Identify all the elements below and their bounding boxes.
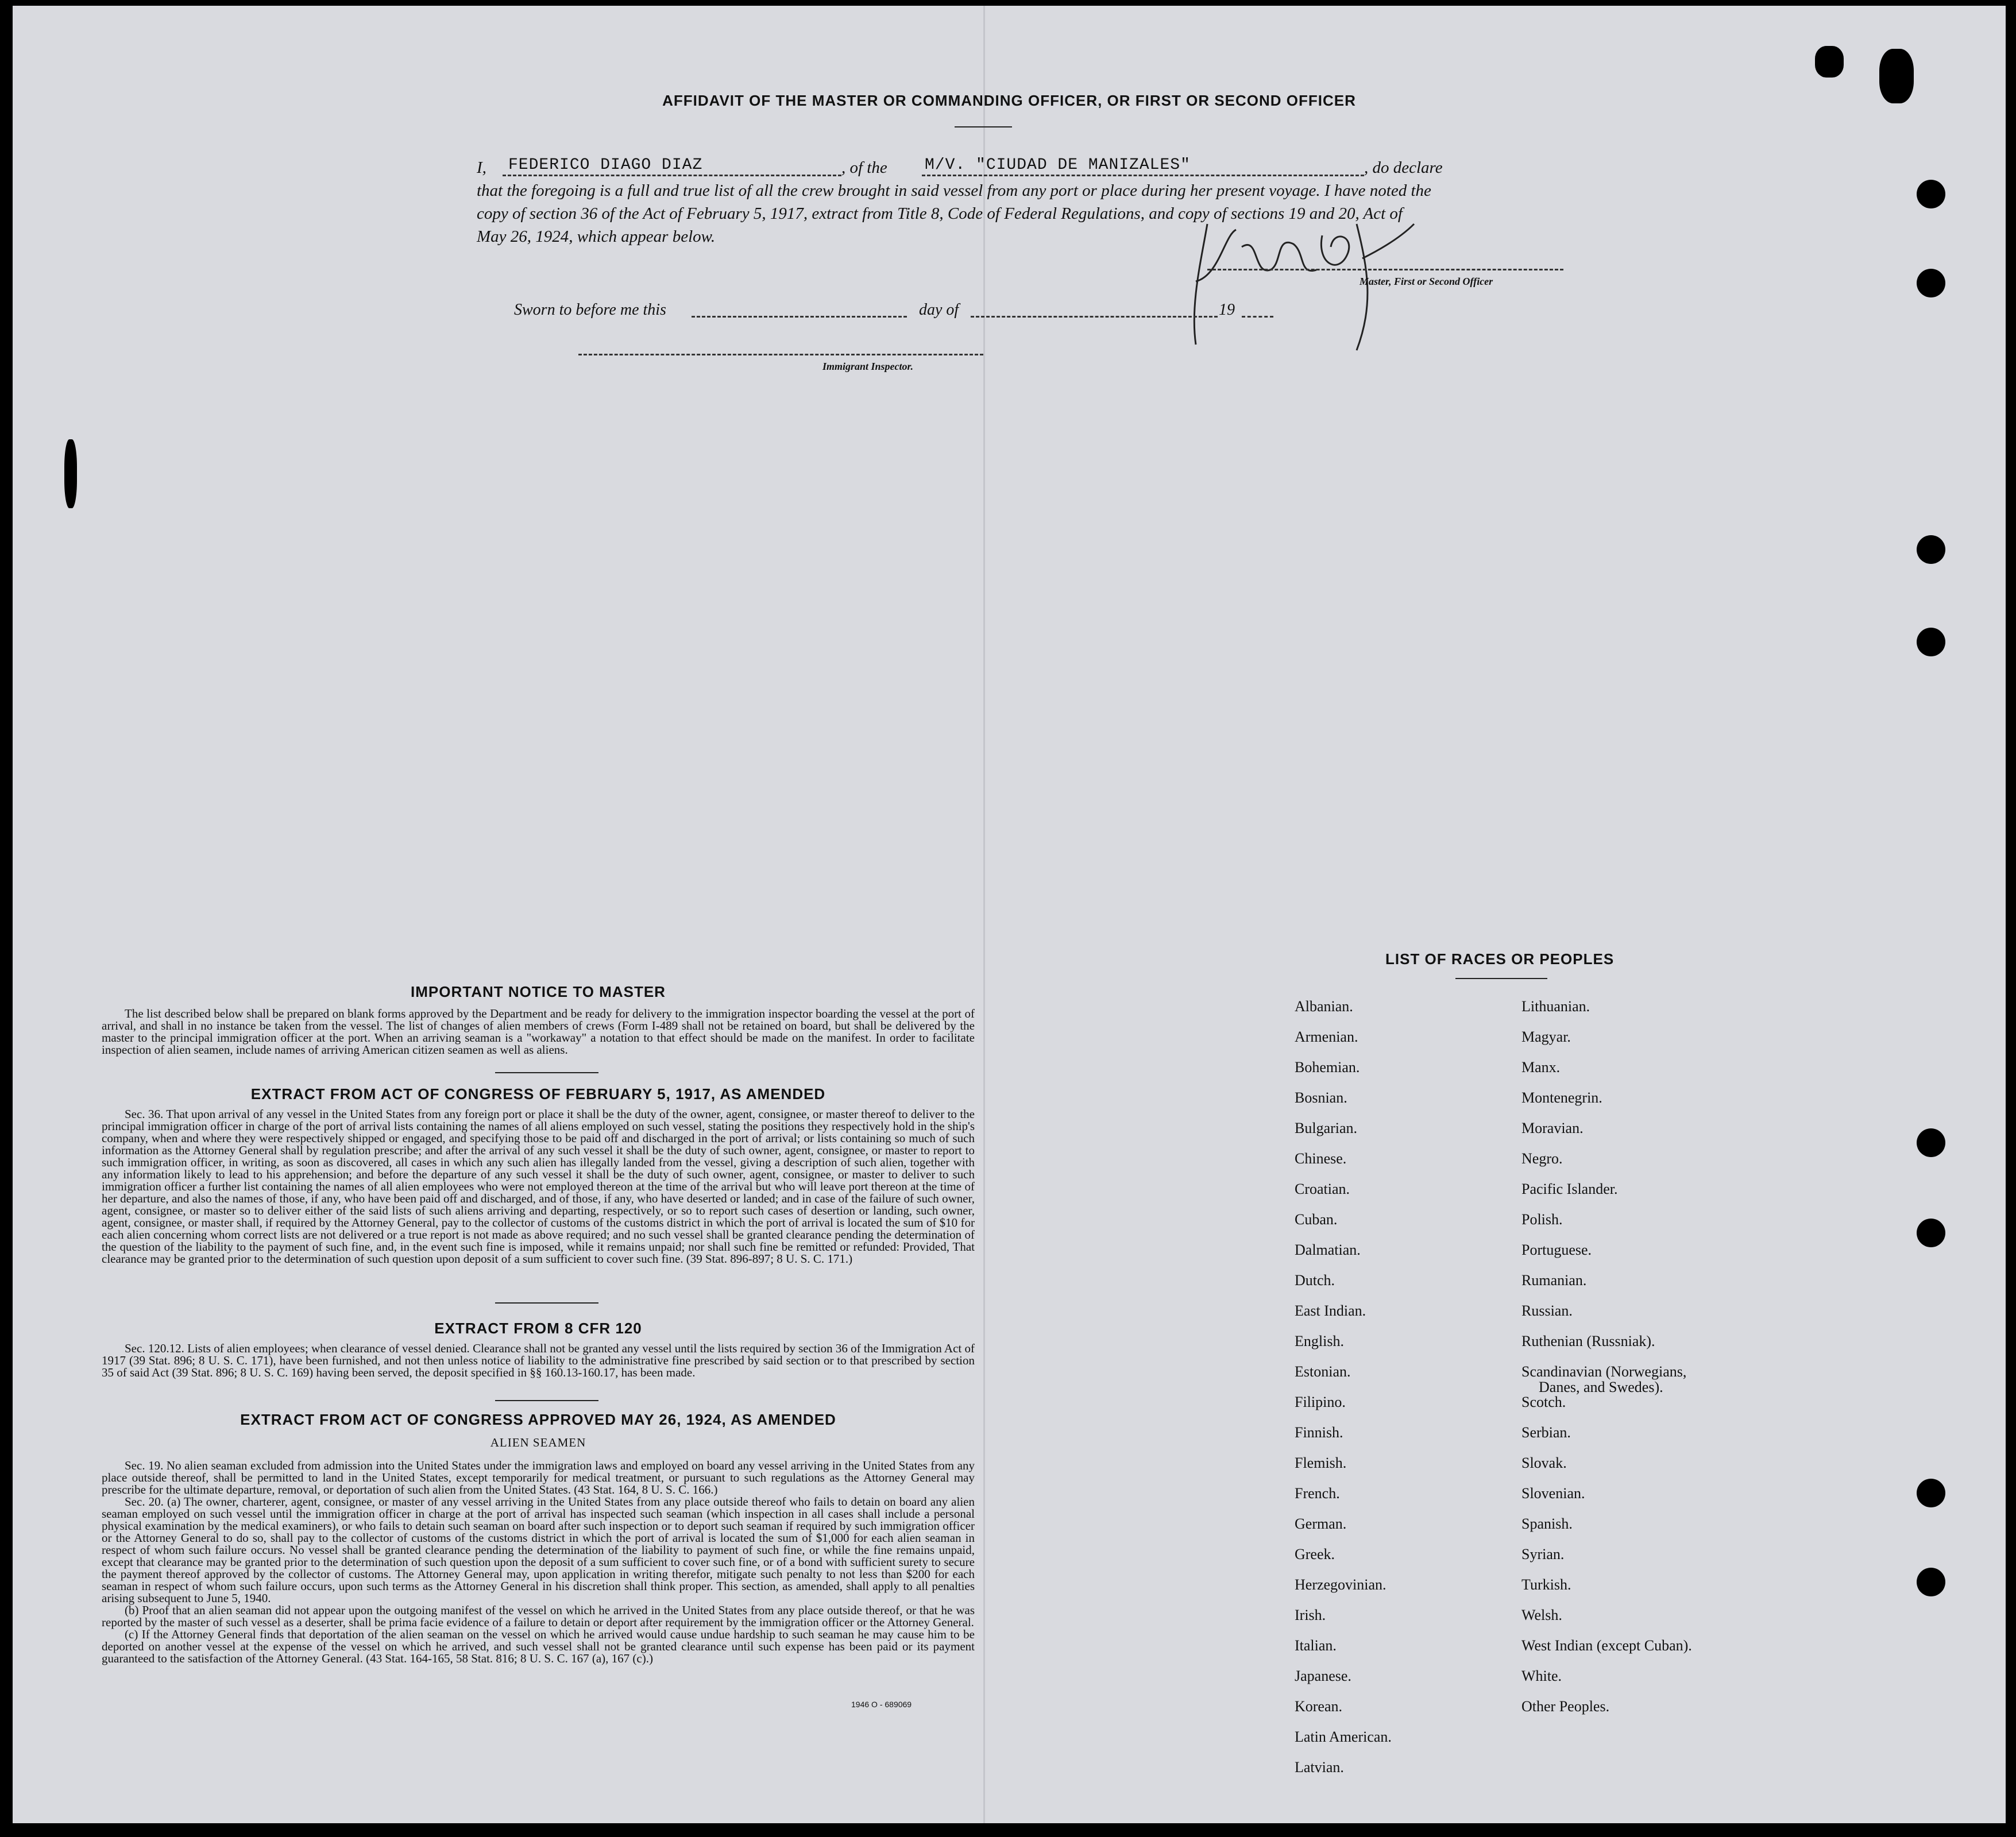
inspector-caption: Immigrant Inspector. [822, 361, 914, 372]
day-of-text: day of [919, 301, 959, 319]
divider [495, 1302, 598, 1304]
race-item: Italian. [1295, 1637, 1337, 1654]
race-item: Dutch. [1295, 1272, 1335, 1289]
race-item: Albanian. [1295, 998, 1353, 1015]
race-item: Danes, and Swedes). [1539, 1379, 1663, 1395]
year-prefix: 19 [1219, 301, 1235, 319]
race-item: Scandinavian (Norwegians, [1521, 1363, 1687, 1380]
notice-text: The list described below shall be prepared on blank forms approved by the Department and be ready for delivery to the immigration inspector boarding the vessel at the port of arrival, and shall in no instance be taken from the vessel. The list of changes of alien members of crews (Form I-489 shall not be retained on board, but shall be delivered by the master to the principal immigration officer at the port. When an arriving seaman is a "workaway" a notation to that effect should be made on the manifest. In order to facilitate inspection of alien seamen, include names of arriving American citizen seamen as well as aliens. [102, 1007, 975, 1057]
affidavit-line-3: copy of section 36 of the Act of February 5, 1917, extract from Title 8, Code of Federal Regulations, and copy of sections 19 and 20, Act of [477, 204, 1403, 223]
race-item: Ruthenian (Russniak). [1521, 1333, 1655, 1349]
sec-19-text: Sec. 19. No alien seaman excluded from admission into the United States under the immigration laws and employed on board any vessel arriving in the United States from any place outside thereof, shall be permitted to land in the United States, except temporarily for medical treatment, or pursuant to such regulations as the Attorney General may prescribe for the ultimate departure, removal, or deportation of such alien from the United States. (43 Stat. 164, 8 U. S. C. 166.) [102, 1459, 975, 1496]
race-item: Turkish. [1521, 1576, 1571, 1593]
race-item: Bulgarian. [1295, 1120, 1358, 1136]
race-item: Herzegovinian. [1295, 1576, 1387, 1593]
race-item: East Indian. [1295, 1302, 1366, 1319]
affidavit-line-1 [477, 156, 1568, 179]
ink-spot [1815, 46, 1844, 78]
race-item: Scotch. [1521, 1394, 1566, 1410]
do-declare-text: , do declare [1364, 158, 1443, 177]
race-item: Manx. [1521, 1059, 1561, 1076]
sworn-text: Sworn to before me this [514, 301, 666, 319]
sworn-year-field [1242, 316, 1273, 318]
race-item: Cuban. [1295, 1211, 1338, 1228]
punch-hole [1917, 535, 1945, 564]
divider [955, 126, 1012, 127]
affidavit-heading: AFFIDAVIT OF THE MASTER OR COMMANDING OFFICER, OR FIRST OR SECOND OFFICER [662, 92, 1356, 109]
extract-1917-text: Sec. 36. That upon arrival of any vessel in the United States from any foreign port or place it shall be the duty of the owner, agent, consignee, or master thereof to deliver to the principal immigration officer in charge of the port of arrival lists containing the names of all aliens employed on such vessel, stating the positions they respectively hold in the ship's company, when and where they were respectively shipped or engaged, and specifying those to be paid off and discharged in the port of arrival; or lists containing so much of such information as the Attorney General shall by regulation prescribe; and after the arrival of any such vessel it shall be the duty of such owner, agent, consignee, or master to report to such immigration officer, in writing, as soon as discovered, all cases in which any such alien has illegally landed from the vessel, giving a description of such alien, together with any information likely to lead to his apprehension; and before the departure of any such vessel it shall be the duty of such owner, agent, consignee, or master to deliver to such immigration officer a further list containing the names of all alien employees who were not employed thereon at the time of the arrival but who will leave port thereon at the time of her departure, and also the names of those, if any, who have been paid off and discharged, and of those, if any, who have deserted or landed; and in case of the failure of such owner, agent, consignee, or master so to deliver either of the said lists of such aliens arriving and departing, respectively, or so to report such cases of desertion or landing, such owner, agent, consignee, or master shall, if required by the Attorney General, pay to the collector of customs of the customs district in which the port of arrival is located the sum of $10 for each alien concerning whom correct lists are not delivered or a true report is not made as above required; and no such vessel shall be granted clearance pending the determination of the question of the liability to the payment of such fine, and, in the event such fine is imposed, while it remains unpaid; nor shall such fine be remitted or refunded: Provided, That clearance may be granted prior to the determination of such question upon deposit of a sum sufficient to cover such fine. (39 Stat. 896-897; 8 U. S. C. 171.) [102, 1107, 975, 1266]
race-item: Pacific Islander. [1521, 1181, 1618, 1197]
sec-20b-text: (b) Proof that an alien seaman did not appear upon the outgoing manifest of the vessel on which he arrived in the United States from any place outside thereof, or that he was reported by the master of such vessel as a deserter, shall be prima facie evidence of a failure to detain or deport after requirement by the immigration officer or the Attorney General. [102, 1603, 975, 1629]
race-item: Croatian. [1295, 1181, 1350, 1197]
race-item: Other Peoples. [1521, 1698, 1610, 1715]
race-item: Slovak. [1521, 1455, 1567, 1471]
race-item: Estonian. [1295, 1363, 1351, 1380]
race-item: Portuguese. [1521, 1242, 1592, 1258]
race-item: Bosnian. [1295, 1089, 1347, 1106]
affidavit-line-2: that the foregoing is a full and true list of all the crew brought in said vessel from any port or place during her present voyage. I have noted the [477, 181, 1431, 200]
affidavit-i: I, [477, 158, 486, 177]
race-item: White. [1521, 1668, 1562, 1684]
race-item: English. [1295, 1333, 1344, 1349]
race-item: Magyar. [1521, 1028, 1571, 1045]
race-item: Negro. [1521, 1150, 1563, 1167]
sworn-month-field [971, 316, 1218, 318]
race-item: Welsh. [1521, 1607, 1562, 1623]
race-item: Finnish. [1295, 1424, 1343, 1441]
race-item: Japanese. [1295, 1668, 1351, 1684]
notice-title: IMPORTANT NOTICE TO MASTER [411, 983, 666, 1000]
master-name: FEDERICO DIAGO DIAZ [508, 156, 703, 174]
race-item: Chinese. [1295, 1150, 1347, 1167]
race-item: Filipino. [1295, 1394, 1346, 1410]
race-item: Lithuanian. [1521, 998, 1590, 1015]
race-item: Dalmatian. [1295, 1242, 1361, 1258]
punch-hole [1917, 1219, 1945, 1247]
divider [495, 1072, 598, 1073]
cfr-text: Sec. 120.12. Lists of alien employees; when clearance of vessel denied. Clearance shall not be granted any vessel until the lists required by section 36 of the Immigration Act of 1917 (39 Stat. 896; 8 U. S. C. 171), have been furnished, and not then unless notice of liability to the administrative fine prescribed by said section or to that prescribed by section 35 of said Act (39 Stat. 896; 8 U. S. C. 169) having been served, the deposit specified in §§ 160.13-160.17, has been made. [102, 1341, 975, 1379]
race-item: German. [1295, 1515, 1347, 1532]
extract-1924-title: EXTRACT FROM ACT OF CONGRESS APPROVED MAY 26, 1924, AS AMENDED [240, 1411, 836, 1428]
affidavit-line-4: May 26, 1924, which appear below. [477, 227, 716, 246]
race-item: West Indian (except Cuban). [1521, 1637, 1692, 1654]
sec-20c-text: (c) If the Attorney General finds that deportation of the alien seaman on the vessel on which he arrived would cause undue hardship to such seaman he may cause him to be deported on another vessel at the expense of the vessel on which he arrived, and such vessel shall not be granted clearance until such expense has been paid or its payment guaranteed to the satisfaction of the Attorney General. (43 Stat. 164-165, 58 Stat. 816; 8 U. S. C. 167 (a), 167 (c).) [102, 1627, 975, 1665]
signer-caption: Master, First or Second Officer [1360, 276, 1493, 287]
ink-spot [64, 439, 77, 508]
race-item: Russian. [1521, 1302, 1573, 1319]
inspector-signature-line [578, 354, 983, 355]
race-item: Latin American. [1295, 1728, 1392, 1745]
punch-hole [1917, 1128, 1945, 1157]
divider [1455, 978, 1547, 979]
vessel-name: M/V. "CIUDAD DE MANIZALES" [925, 156, 1191, 174]
extract-1917-title: EXTRACT FROM ACT OF CONGRESS OF FEBRUARY 5, 1917, AS AMENDED [250, 1085, 826, 1103]
race-item: Flemish. [1295, 1455, 1347, 1471]
signature-line [1207, 269, 1563, 270]
race-item: Spanish. [1521, 1515, 1573, 1532]
race-item: Syrian. [1521, 1546, 1565, 1563]
punch-hole [1917, 180, 1945, 208]
races-title: LIST OF RACES OR PEOPLES [1385, 950, 1615, 968]
race-item: Latvian. [1295, 1759, 1344, 1776]
cfr-title: EXTRACT FROM 8 CFR 120 [434, 1320, 642, 1337]
document-page [13, 6, 2006, 1823]
sworn-day-field [692, 316, 907, 318]
punch-hole [1917, 1568, 1945, 1596]
race-item: Serbian. [1521, 1424, 1571, 1441]
divider [495, 1400, 598, 1401]
race-item: Armenian. [1295, 1028, 1358, 1045]
race-item: Bohemian. [1295, 1059, 1360, 1076]
race-item: Polish. [1521, 1211, 1563, 1228]
center-fold [983, 6, 985, 1823]
punch-hole [1917, 1479, 1945, 1507]
race-item: Slovenian. [1521, 1485, 1585, 1502]
alien-seamen-subtitle: ALIEN SEAMEN [490, 1436, 586, 1449]
extract-1924-text [102, 1460, 975, 1665]
print-code: 1946 O - 689069 [851, 1700, 912, 1709]
race-item: French. [1295, 1485, 1340, 1502]
race-item: Greek. [1295, 1546, 1335, 1563]
sec-20a-text: Sec. 20. (a) The owner, charterer, agent, consignee, or master of any vessel arriving in the United States from any place outside thereof who fails to detain on board any alien seaman employed on such vessel until the immigration officer in charge at the port of arrival has inspected such seaman (which inspection in all cases shall include a personal physical examination by the medical examiners), or who fails to detain such seaman on board after such inspection or to deport such seaman if required by such immigration officer or the Attorney General to do so, shall pay to the collector of customs of the customs district in which the port of arrival is located the sum of $1,000 for each alien seaman in respect of whom such failure occurs. No vessel shall be granted clearance pending the determination of the liability to payment of such fine, or while the fine remains unpaid, except that clearance may be granted prior to the determination of such question upon the deposit of a sum sufficient to cover such fine, or of a bond with sufficient surety to secure the payment thereof approved by the collector of customs. The Attorney General may, upon application in writing therefor, mitigate such penalty to not less than $200 for each seaman in respect of whom such failure occurs, upon such terms as the Attorney General in his discretion shall think proper. This section, as amended, shall apply to all penalties arising subsequent to June 5, 1940. [102, 1495, 975, 1605]
race-item: Rumanian. [1521, 1272, 1587, 1289]
punch-hole [1917, 628, 1945, 656]
of-the-text: , of the [841, 158, 887, 177]
race-item: Montenegrin. [1521, 1089, 1602, 1106]
race-item: Irish. [1295, 1607, 1326, 1623]
race-item: Moravian. [1521, 1120, 1584, 1136]
race-item: Korean. [1295, 1698, 1343, 1715]
punch-hole [1917, 269, 1945, 297]
